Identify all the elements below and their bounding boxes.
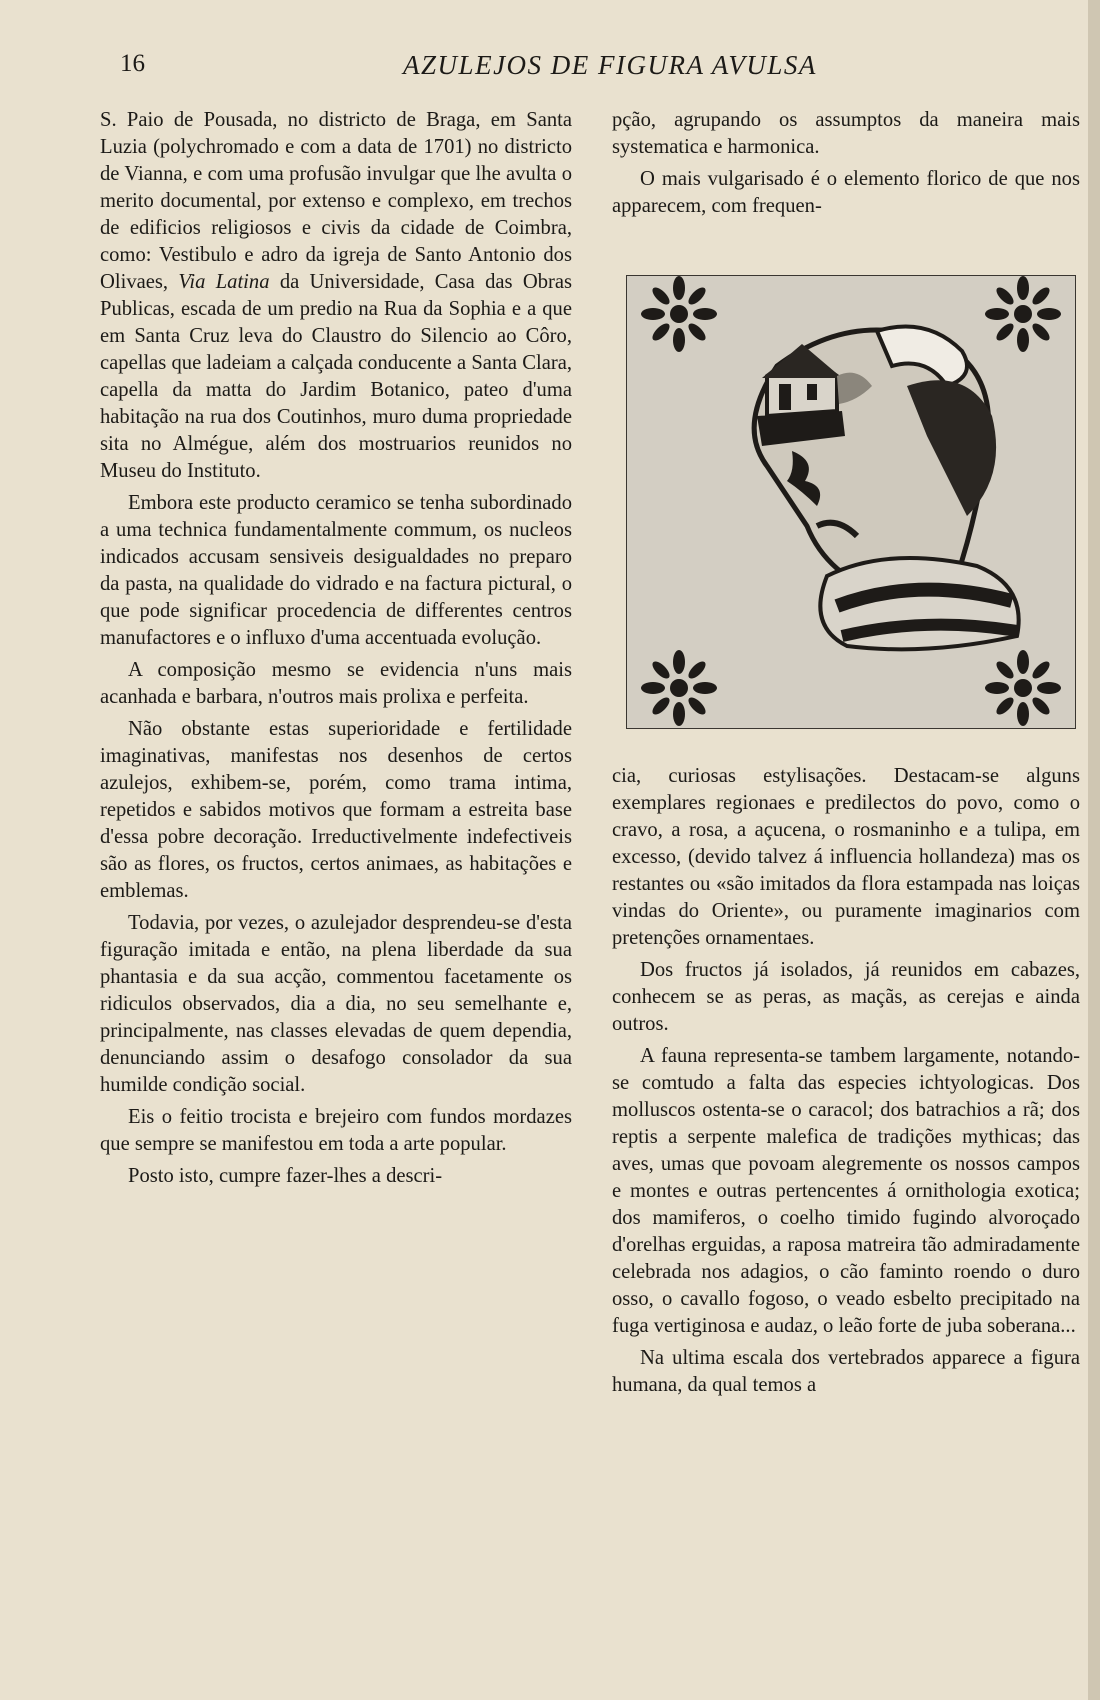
paragraph: Não obstante estas superioridade e fertilidade imaginativas, manifestas nos desenhos de certos azulejos, exhibem-se, porém, como trama intima, repetidos e sabidos motivos que formam a estreita base d'essa pobre decoração. Irreductivelmente indefectiveis são as flores, os fructos, certos animaes, as habitações e emblemas. bbox=[100, 718, 572, 902]
right-column-top bbox=[612, 107, 1080, 225]
azulejo-tile-illustration bbox=[626, 275, 1076, 729]
text-span: S. Paio de Pousada, no districto de Braga, em Santa Luzia (polychromado e com a data de 1701) no districto de Vianna, e com uma profusão invulgar que lhe avulta o merito documental, por extenso e complexo, em trechos de edificios religiosos e civis da cidade de Coimbra, como: Vestibulo e adro da igreja de Santo Antonio dos Olivaes, bbox=[100, 109, 572, 293]
paragraph: Todavia, por vezes, o azulejador desprendeu-se d'esta figuração imitada e então, na plena liberdade da sua phantasia e da sua acção, commentou facetamente os ridiculos observados, dia a dia, no seu semelhante e, principalmente, nas classes elevadas de quem dependia, denunciando assim o desafogo consolador da sua humilde condição social. bbox=[100, 912, 572, 1096]
paragraph: Posto isto, cumpre fazer-lhes a descri- bbox=[128, 1165, 443, 1187]
paragraph: Dos fructos já isolados, já reunidos em cabazes, conhecem se as peras, as maçãs, as cerejas e ainda outros. bbox=[612, 959, 1080, 1035]
paragraph: Na ultima escala dos vertebrados apparece a figura humana, da qual temos a bbox=[612, 1347, 1080, 1396]
running-title: AZULEJOS DE FIGURA AVULSA bbox=[403, 50, 817, 80]
page-number: 16 bbox=[120, 50, 145, 77]
azulejo-caricature-tile-icon bbox=[627, 276, 1075, 728]
left-column bbox=[100, 107, 572, 1195]
text-span: da Universidade, Casa das Obras Publicas, escada de um predio na Rua da Sophia e a que em Santa Cruz leva do Claustro do Silencio ao Côro, capellas que ladeiam a calçada conducente a Santa Clara, capella da matta do Jardim Botanico, pateo d'uma habitação na rua dos Coutinhos, muro duma propriedade sita no Almégue, além dos mostruarios reunidos no Museu do Instituto. bbox=[100, 271, 573, 482]
paragraph: A fauna representa-se tambem largamente, notando-se comtudo a falta das especies ichtyologicas. Dos molluscos ostenta-se o caracol; dos batrachios a rã; dos reptis a serpente malefica de tradições mythicas; das aves, umas que povoam alegremente os nossos campos e montes e outras pertencentes á ornithologia exotica; dos mamiferos, o coelho timido fugindo alvoroçado d'orelhas erguidas, a raposa matreira tão admiradamente celebrada nos adagios, o cão faminto roendo o duro osso, o cavallo fogoso, o veado esbelto precipitado na fuga vertiginosa e audaz, o leão forte de juba soberana... bbox=[612, 1045, 1080, 1337]
paragraph: Embora este producto ceramico se tenha subordinado a uma technica fundamentalmente commum, os nucleos indicados accusam sensiveis desigualdades no preparo da pasta, na qualidade do vidrado e na factura pictural, o que pode significar procedencia de differentes centros manufactores e o influxo d'uma accentuada evolução. bbox=[100, 492, 572, 649]
paragraph: pção, agrupando os assumptos da maneira mais systematica e harmonica. bbox=[612, 109, 1080, 158]
paragraph: Eis o feitio trocista e brejeiro com fundos mordazes que sempre se manifestou em toda a arte popular. bbox=[100, 1106, 572, 1155]
paragraph bbox=[100, 107, 572, 485]
right-column-bottom bbox=[612, 763, 1080, 1404]
paragraph: O mais vulgarisado é o elemento florico de que nos apparecem, com frequen- bbox=[612, 168, 1080, 217]
paragraph: A composição mesmo se evidencia n'uns mais acanhada e barbara, n'outros mais prolixa e perfeita. bbox=[100, 659, 572, 708]
paragraph: cia, curiosas estylisações. Destacam-se alguns exemplares regionaes e predilectos do povo, como o cravo, a rosa, a açucena, o rosmaninho e a tulipa, em excesso, (devido talvez á influencia hollandeza) mas os restantes ou «são imitados da flora estampada nas loiças vindas do Oriente», ou puramente imaginarios com pretenções ornamentaes. bbox=[612, 765, 1080, 949]
italic-title: Via Latina bbox=[178, 271, 270, 293]
page-edge bbox=[1088, 0, 1100, 1700]
